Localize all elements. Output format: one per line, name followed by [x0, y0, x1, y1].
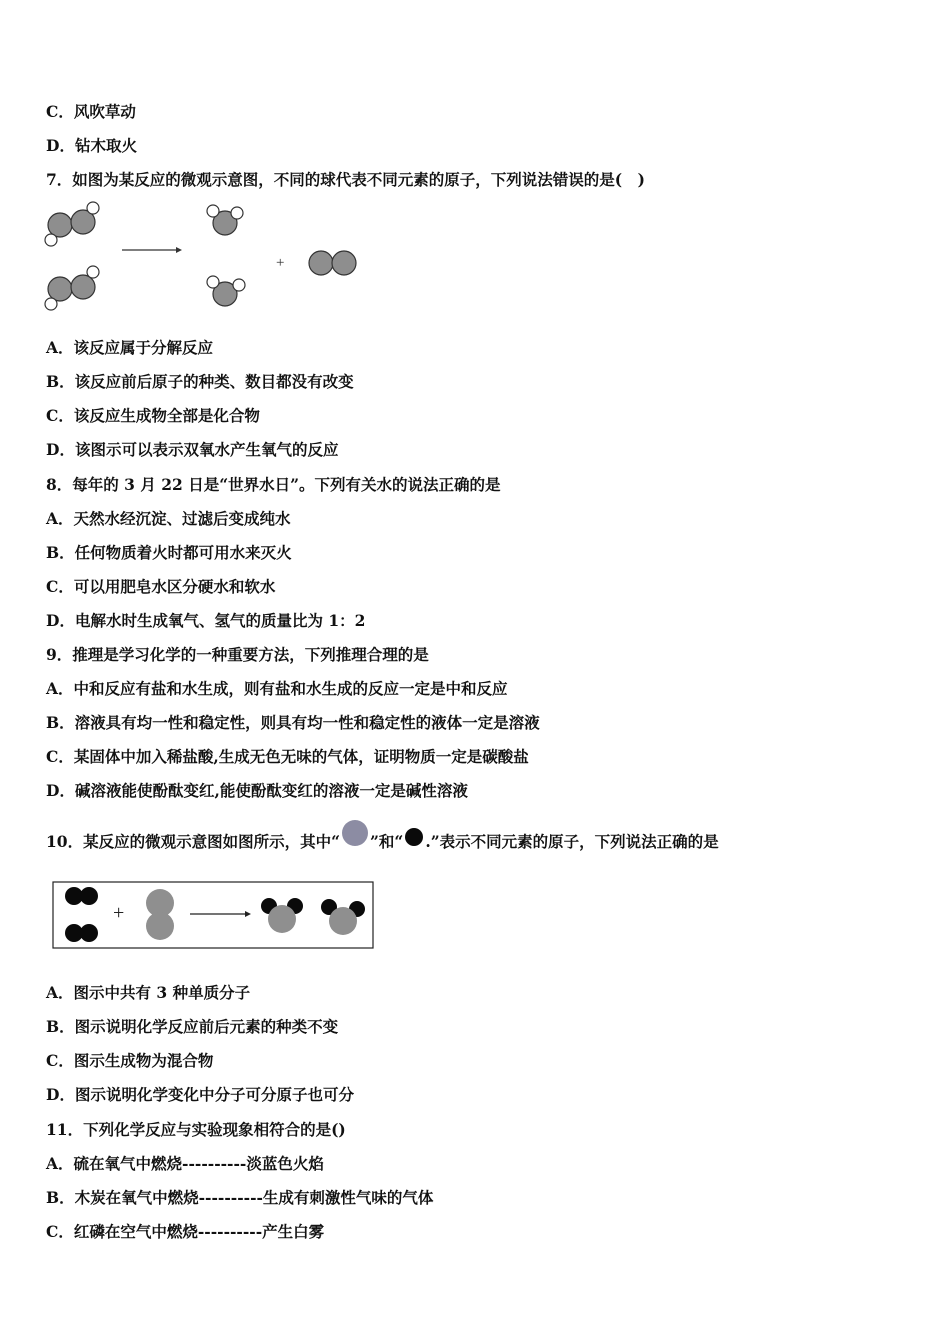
q7-option-c: C．该反应生成物全部是化合物: [46, 406, 260, 425]
question-7: 7．如图为某反应的微观示意图，不同的球代表不同元素的原子，下列说法错误的是( ): [46, 170, 645, 189]
plus-sign: +: [113, 902, 125, 924]
question-9: 9．推理是学习化学的一种重要方法，下列推理合理的是: [46, 645, 429, 664]
q11-option-c: C．红磷在空气中燃烧----------产生白雾: [46, 1222, 325, 1241]
q10-option-a: A．图示中共有 3 种单质分子: [46, 983, 251, 1002]
q9-option-b: B．溶液具有均一性和稳定性，则具有均一性和稳定性的液体一定是溶液: [46, 713, 540, 732]
q8-option-c: C．可以用肥皂水区分硬水和软水: [46, 577, 276, 596]
q7-option-a: A．该反应属于分解反应: [46, 338, 214, 357]
q11-option-a: A．硫在氧气中燃烧----------淡蓝色火焰: [46, 1154, 324, 1173]
q10-option-c: C．图示生成物为混合物: [46, 1051, 214, 1070]
q9-option-c: C．某固体中加入稀盐酸,生成无色无味的气体，证明物质一定是碳酸盐: [46, 747, 529, 766]
product-molecule-3: [309, 251, 356, 275]
q7-option-b: B．该反应前后原子的种类、数目都没有改变: [46, 372, 354, 391]
question-8: 8．每年的 3 月 22 日是“世界水日”。下列有关水的说法正确的是: [46, 475, 501, 494]
plus-sign: +: [276, 255, 285, 271]
reactant-molecule-2: [45, 266, 99, 310]
product-molecule-1: [207, 205, 243, 235]
black-atom-icon: [403, 826, 425, 848]
q8-option-d: D．电解水时生成氧气、氢气的质量比为 1：2: [46, 611, 366, 630]
grey-atom-icon: [340, 818, 370, 848]
reactant-molecule-1: [45, 202, 99, 246]
q7-reaction-diagram: [40, 198, 370, 316]
q10-text-part3: .”表示不同元素的原子，下列说法正确的是: [425, 832, 719, 851]
question-10: [46, 828, 719, 858]
q10-text-part2: ”和“: [370, 832, 404, 851]
q10-option-b: B．图示说明化学反应前后元素的种类不变: [46, 1017, 339, 1036]
product-molecule-2: [207, 276, 245, 306]
q10-text-part1: 10．某反应的微观示意图如图所示，其中“: [46, 832, 340, 851]
q8-option-a: A．天然水经沉淀、过滤后变成纯水: [46, 509, 291, 528]
q11-option-b: B．木炭在氧气中燃烧----------生成有刺激性气味的气体: [46, 1188, 434, 1207]
q7-option-d: D．该图示可以表示双氧水产生氧气的反应: [46, 440, 339, 459]
q9-option-d: D．碱溶液能使酚酞变红,能使酚酞变红的溶液一定是碱性溶液: [46, 781, 468, 800]
q10-option-d: D．图示说明化学变化中分子可分原子也可分: [46, 1085, 354, 1104]
q9-option-a: A．中和反应有盐和水生成，则有盐和水生成的反应一定是中和反应: [46, 679, 508, 698]
option-d-prev: D．钻木取火: [46, 136, 137, 155]
q8-option-b: B．任何物质着火时都可用水来灭火: [46, 543, 292, 562]
question-11: 11．下列化学反应与实验现象相符合的是(): [46, 1120, 346, 1139]
reaction-arrow: [122, 247, 182, 253]
option-c-prev: C．风吹草动: [46, 102, 136, 121]
q10-reaction-diagram: [52, 881, 376, 951]
